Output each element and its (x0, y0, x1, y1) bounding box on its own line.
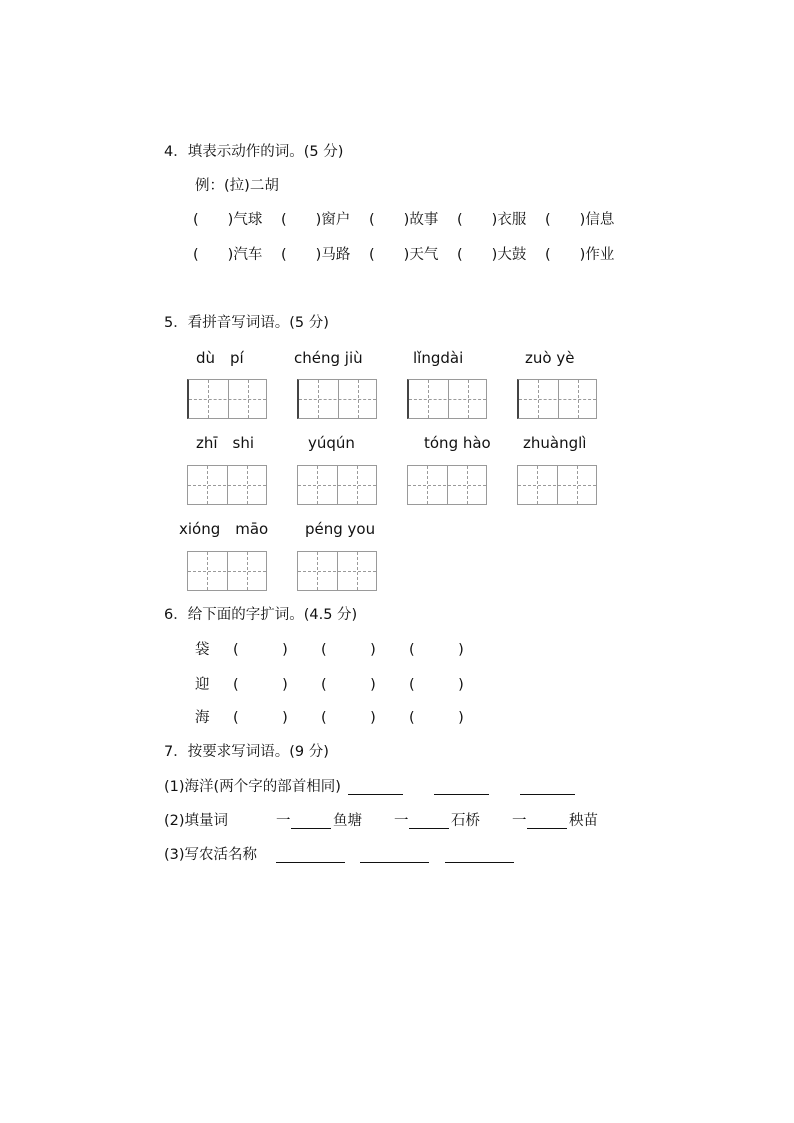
tianzige-box[interactable] (187, 379, 267, 419)
q6-char: 海 (195, 710, 210, 726)
q7-title: 7．按要求写词语。(9 分) (164, 744, 329, 760)
q6-blank[interactable]: ( ) (409, 677, 464, 693)
answer-blank[interactable] (276, 848, 345, 863)
q4-item[interactable]: ( )天气 (369, 247, 439, 263)
q4-item[interactable]: ( )故事 (369, 212, 439, 228)
pinyin-label: péng you (305, 520, 376, 538)
q6-char: 迎 (195, 677, 210, 693)
q7-yi: 一 (394, 813, 409, 829)
q7-yi: 一 (512, 813, 527, 829)
pinyin-label: zhuànglì (523, 434, 587, 452)
q4-item[interactable]: ( )衣服 (457, 212, 527, 228)
q6-title: 6．给下面的字扩词。(4.5 分) (164, 607, 358, 623)
answer-blank[interactable] (360, 848, 429, 863)
q6-char: 袋 (195, 642, 210, 658)
measure-word-blank[interactable] (527, 814, 567, 829)
q5-title: 5．看拼音写词语。(5 分) (164, 315, 329, 331)
pinyin-label: tóng hào (424, 434, 491, 452)
q4-item[interactable]: ( )汽车 (193, 247, 263, 263)
q7-noun: 石桥 (451, 813, 480, 829)
pinyin-label: xióng māo (179, 520, 269, 538)
answer-blank[interactable] (434, 780, 489, 795)
q7-yi: 一 (276, 813, 291, 829)
tianzige-box[interactable] (517, 465, 597, 505)
q7-noun: 鱼塘 (333, 813, 362, 829)
pinyin-label: dù pí (196, 349, 244, 367)
pinyin-label: yúqún (308, 434, 355, 452)
q6-blank[interactable]: ( ) (321, 710, 376, 726)
q4-item[interactable]: ( )信息 (545, 212, 615, 228)
q6-blank[interactable]: ( ) (233, 710, 288, 726)
q7-noun: 秧苗 (569, 813, 598, 829)
q4-item[interactable]: ( )气球 (193, 212, 263, 228)
q6-blank[interactable]: ( ) (409, 710, 464, 726)
tianzige-box[interactable] (297, 465, 377, 505)
q4-item[interactable]: ( )窗户 (281, 212, 351, 228)
q7-item-1-label: (1)海洋(两个字的部首相同) (164, 779, 341, 795)
tianzige-box[interactable] (297, 379, 377, 419)
q4-item[interactable]: ( )作业 (545, 247, 615, 263)
answer-blank[interactable] (348, 780, 403, 795)
q7-item-2-label: (2)填量词 (164, 813, 229, 829)
q4-title: 4．填表示动作的词。(5 分) (164, 144, 344, 160)
q6-blank[interactable]: ( ) (409, 642, 464, 658)
answer-blank[interactable] (520, 780, 575, 795)
q4-item[interactable]: ( )大鼓 (457, 247, 527, 263)
q4-item[interactable]: ( )马路 (281, 247, 351, 263)
tianzige-box[interactable] (187, 465, 267, 505)
pinyin-label: chéng jiù (294, 349, 363, 367)
q6-blank[interactable]: ( ) (321, 642, 376, 658)
measure-word-blank[interactable] (291, 814, 331, 829)
q4-example: 例：(拉)二胡 (195, 178, 279, 194)
tianzige-box[interactable] (407, 465, 487, 505)
tianzige-box[interactable] (297, 551, 377, 591)
q6-blank[interactable]: ( ) (233, 642, 288, 658)
measure-word-blank[interactable] (409, 814, 449, 829)
q6-blank[interactable]: ( ) (233, 677, 288, 693)
answer-blank[interactable] (445, 848, 514, 863)
q6-blank[interactable]: ( ) (321, 677, 376, 693)
tianzige-box[interactable] (517, 379, 597, 419)
pinyin-label: zuò yè (525, 349, 575, 367)
pinyin-label: lǐngdài (413, 349, 464, 367)
pinyin-label: zhī shi (196, 434, 255, 452)
q7-item-3-label: (3)写农活名称 (164, 847, 258, 863)
tianzige-box[interactable] (187, 551, 267, 591)
tianzige-box[interactable] (407, 379, 487, 419)
